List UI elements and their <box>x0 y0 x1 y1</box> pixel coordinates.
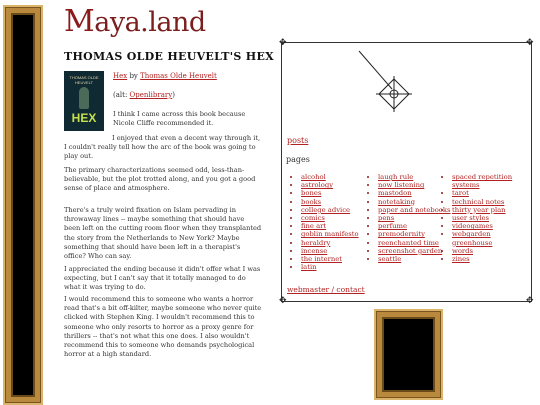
nav-link-premodernity[interactable]: premodernity <box>378 230 425 239</box>
nav-link-tarot[interactable]: tarot <box>452 189 469 198</box>
post-title: THOMAS OLDE HEUVELT'S HEX <box>64 50 274 63</box>
pages-column-3 <box>443 173 532 263</box>
nav-link-bones[interactable]: bones <box>301 189 322 198</box>
navigation-panel <box>279 38 534 306</box>
nav-link-mastodon[interactable]: mastodon <box>378 189 412 198</box>
alt-source: (alt: Openlibrary) <box>113 91 175 99</box>
paragraph-1: I think I came across this book because Nicole Cliffe recommended it. <box>113 110 246 128</box>
paragraph-2: I enjoyed that even a decent way through it, I couldn't really tell how the arc of the book was going to play out. <box>64 134 261 161</box>
paragraph-5: I appreciated the ending because it didn't offer what I was expecting, but I can't say that it totally managed to do what it was trying to do. <box>64 265 261 292</box>
nav-link-latin[interactable]: latin <box>301 263 317 272</box>
paragraph-6: I would recommend this to someone who wants a horror read that's a bit off-kilter, maybe someone who never quite clicked with Stephen King. I wouldn't recommend this to someone who only resorts to horror as a proxy genre for thrillers -- that's not what this one does. I also wouldn't recommend this to someone who demands psychological horror at a high standard. <box>64 295 262 359</box>
webmaster-contact-link[interactable]: webmaster / contact <box>287 285 365 294</box>
nav-link-thirty-year-plan[interactable]: thirty year plan <box>452 205 506 214</box>
nav-link-comics[interactable]: comics <box>301 214 325 223</box>
openlibrary-link[interactable]: Openlibrary <box>129 91 173 99</box>
nav-link-perfume[interactable]: perfume <box>378 222 407 231</box>
corner-ornament-icon: ✥ <box>279 296 287 306</box>
nav-link-webgarden-greenhouse[interactable]: webgarden greenhouse <box>452 230 493 247</box>
nav-link-laugh-rule[interactable]: laugh rule <box>378 173 414 181</box>
nav-link-fine-art[interactable]: fine art <box>301 222 327 231</box>
nav-link-heraldry[interactable]: heraldry <box>301 238 331 247</box>
byline-by: by <box>129 72 138 80</box>
posts-link[interactable]: posts <box>287 136 309 145</box>
pages-column-1 <box>292 173 371 271</box>
site-logo[interactable]: Maya.land <box>64 4 206 39</box>
paragraph-3: The primary characterizations seemed odd, less-than-believable, but the plot trotted along, and you got a good sense of place and atmosphere. <box>64 166 256 193</box>
cover-figure <box>79 87 89 109</box>
nav-link-videogames[interactable]: videogames <box>452 222 493 231</box>
nav-link-college-advice[interactable]: college advice <box>301 205 351 214</box>
nav-link-notetaking[interactable]: notetaking <box>378 197 416 206</box>
nav-link-technical-notes[interactable]: technical notes <box>452 197 505 206</box>
left-decorative-frame <box>6 8 40 402</box>
pages-heading: pages <box>286 155 310 164</box>
nav-link-now-listening[interactable]: now listening <box>378 181 425 190</box>
nav-link-words[interactable]: words <box>452 246 473 255</box>
corner-ornament-icon: ✥ <box>279 38 287 48</box>
bottom-decorative-frame <box>377 312 440 397</box>
nav-link-screenshot-garden[interactable]: screenshot garden <box>378 246 443 255</box>
nav-link-zines[interactable]: zines <box>452 255 470 264</box>
cover-title-text: HEX <box>71 111 97 125</box>
book-cover-image <box>64 71 104 131</box>
nav-link-user-styles[interactable]: user styles <box>452 214 490 223</box>
nav-link-paper-and-notebooks[interactable]: paper and notebooks <box>378 205 451 214</box>
sigil-icon <box>354 49 424 129</box>
corner-ornament-icon: ✥ <box>526 38 534 48</box>
nav-link-pens[interactable]: pens <box>378 214 395 223</box>
nav-link-astrology[interactable]: astrology <box>301 181 334 190</box>
corner-ornament-icon: ✥ <box>526 296 534 306</box>
nav-link-goblin-manifesto[interactable]: goblin manifesto <box>301 230 359 239</box>
nav-link-reenchanted-time[interactable]: reenchanted time <box>378 238 439 247</box>
author-link[interactable]: Thomas Olde Heuvelt <box>140 72 217 80</box>
nav-link-books[interactable]: books <box>301 197 322 206</box>
nav-link-incense[interactable]: incense <box>301 246 328 255</box>
cover-author-text: THOMAS OLDE HEUVELT <box>69 75 99 85</box>
nav-link-alcohol[interactable]: alcohol <box>301 173 326 181</box>
paragraph-4: There's a truly weird fixation on Islam pervading in throwaway lines -- maybe something that should have been left on the cutting room floor when they transplanted the story from the Netherlands to New York? Maybe something that should have been left in a therapist's office? Who can say. <box>64 206 262 261</box>
book-title-link[interactable]: Hex <box>113 72 128 80</box>
book-byline <box>113 72 217 80</box>
nav-link-spaced-repetition-systems[interactable]: spaced repetition systems <box>452 173 513 190</box>
nav-link-the-internet[interactable]: the internet <box>301 255 342 264</box>
nav-link-seattle[interactable]: seattle <box>378 255 402 264</box>
